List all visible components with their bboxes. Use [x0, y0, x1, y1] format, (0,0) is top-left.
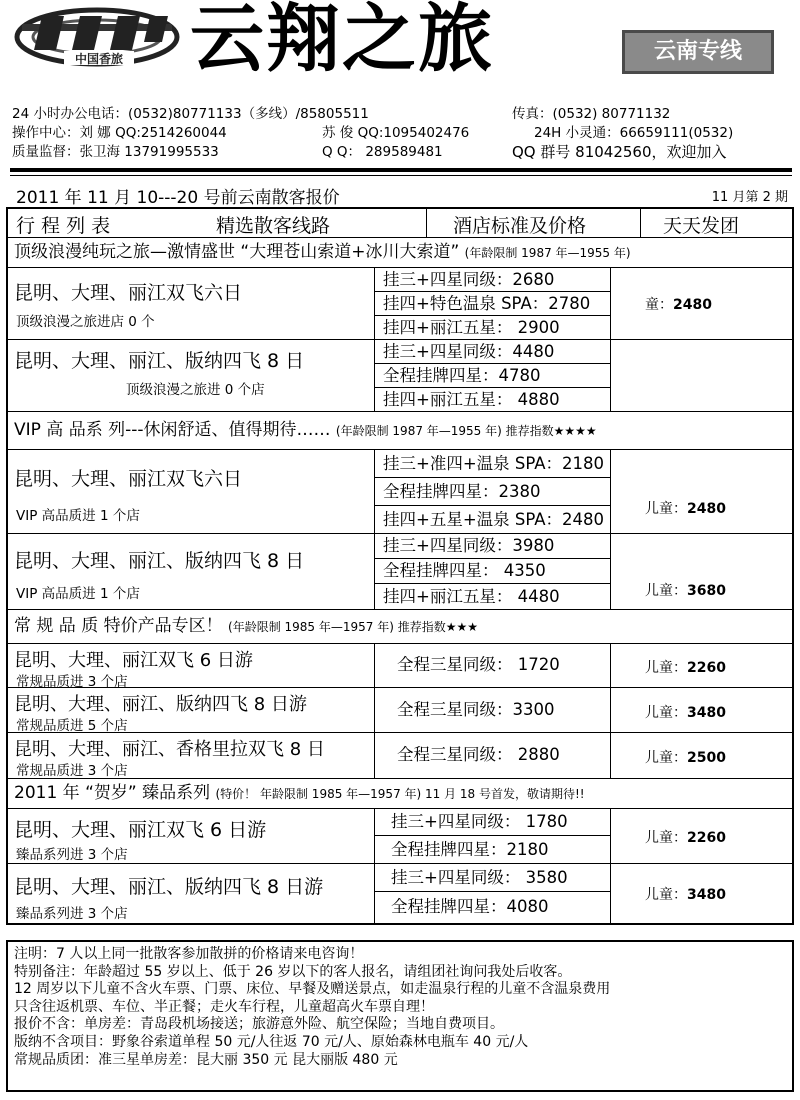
- section-title: 2011 年 “贺岁” 臻品系列: [14, 783, 211, 803]
- route-row: [8, 268, 792, 340]
- route-note: 臻品系列进 3 个店: [16, 906, 128, 922]
- price-option: 挂三+四星同级：4480: [375, 340, 611, 364]
- section-note: (年龄限制 1987 年—1955 年): [464, 246, 631, 260]
- section-title: VIP 高 品系 列---休闲舒适、值得期待……: [14, 420, 331, 440]
- price-cell: [374, 864, 610, 923]
- quote-title: 2011 年 11 月 10---20 号前云南散客报价: [16, 188, 340, 208]
- price-cell: [374, 534, 610, 609]
- child-price: 儿童：2480: [645, 501, 726, 517]
- route-note: 顶级浪漫之旅进店 0 个: [16, 314, 155, 330]
- route-name: 昆明、大理、丽江双飞六日: [14, 282, 243, 304]
- contact-info: [12, 105, 792, 165]
- route-row: [8, 534, 792, 610]
- office-phone: 24 小时办公电话：(0532)80771133（多线）/85805511: [12, 106, 369, 122]
- logo-text: 中国香旅: [74, 52, 124, 66]
- price-option: 全程挂牌四星：4080: [391, 897, 549, 916]
- price-option: 挂四+丽江五星： 2900: [383, 318, 560, 337]
- price-option: 全程三星同级： 2880: [397, 745, 560, 764]
- route-name: 昆明、大理、丽江、版纳四飞 8 日: [14, 550, 305, 572]
- header-selected: 精选散客线路: [216, 215, 331, 237]
- section-title-row: [8, 779, 792, 809]
- issue-number: 11 月第 2 期: [711, 190, 788, 205]
- price-cell: [374, 268, 610, 339]
- note-line: 只含往返机票、车位、半正餐；走火车行程，儿童超高火车票自理！: [14, 998, 434, 1015]
- route-row: [8, 450, 792, 534]
- price-option: 挂四+五星+温泉 SPA：2480: [383, 510, 605, 529]
- route-row: [8, 864, 792, 923]
- price-option: 挂三+四星同级： 1780: [375, 809, 611, 836]
- note-line: 注明：7 人以上同一批散客参加散拼的价格请来电咨询！: [14, 946, 364, 962]
- ops-contact-su: 苏 俊 QQ:1095402476: [322, 125, 470, 141]
- note-line: 特别备注：年龄超过 55 岁以上、低于 26 岁以下的客人报名，请组团社询问我处后收客。: [14, 963, 572, 980]
- section-note: (特价！ 年龄限制 1985 年—1957 年) 11 月 18 号首发，敬请期待!!: [215, 787, 585, 801]
- divider: [10, 175, 792, 176]
- price-option: 挂四+特色温泉 SPA：2780: [375, 292, 611, 316]
- child-price: 儿童：3480: [645, 887, 726, 903]
- fax: 传真：(0532) 80771132: [512, 106, 671, 122]
- note-line: 常规品质团：准三星单房差：昆大丽 350 元 昆大丽版 480 元: [14, 1051, 398, 1068]
- route-note: VIP 高品质进 1 个店: [16, 508, 140, 524]
- route-name: 昆明、大理、丽江、版纳四飞 8 日游: [14, 876, 324, 898]
- route-note: 常规品质进 3 个店: [16, 674, 128, 690]
- brand-logo: [12, 4, 182, 70]
- price-cell: [374, 809, 610, 863]
- child-price: 儿童：3480: [645, 705, 726, 721]
- notes-box: [6, 940, 794, 1092]
- quality-supervisor: 质量监督：张卫海 13791995533: [12, 144, 219, 160]
- route-name: 昆明、大理、丽江双飞 6 日游: [14, 819, 267, 841]
- section-title: 顶级浪漫纯玩之旅—激情盛世 “大理苍山索道+冰川大索道”: [14, 242, 460, 262]
- section-title: 常 规 品 质 特价产品专区！: [14, 616, 223, 636]
- child-price: 儿童：2260: [645, 830, 726, 846]
- section-title-row: [8, 238, 792, 268]
- route-note: 常规品质进 5 个店: [16, 718, 128, 734]
- note-line: 版纳不含项目：野象谷索道单程 50 元/人往返 70 元/人、原始森林电瓶车 40 元/人: [14, 1033, 529, 1050]
- child-price: 童：2480: [645, 297, 712, 313]
- price-option: 挂三+四星同级： 3580: [375, 864, 611, 892]
- price-option: 挂三+四星同级：3980: [375, 534, 611, 559]
- section-note: (年龄限制 1985 年—1957 年) 推荐指数★★★: [228, 620, 479, 634]
- price-cell: [374, 733, 610, 778]
- route-name: 昆明、大理、丽江双飞 6 日游: [14, 650, 253, 671]
- section-note: (年龄限制 1987 年—1955 年) 推荐指数★★★★: [335, 424, 597, 438]
- price-option: 全程挂牌四星： 4350: [375, 559, 611, 584]
- price-option: 挂四+丽江五星： 4880: [383, 390, 560, 409]
- price-cell: [374, 688, 610, 732]
- header-hotel: 酒店标准及价格: [453, 215, 587, 237]
- route-name: 昆明、大理、丽江、版纳四飞 8 日游: [14, 694, 307, 715]
- ling-tong-phone: 24H 小灵通：66659111(0532): [534, 125, 734, 141]
- price-option: 全程挂牌四星：4780: [375, 364, 611, 388]
- table-header-row: [8, 209, 792, 238]
- price-cell: [374, 340, 610, 411]
- route-row: [8, 688, 792, 733]
- price-cell: [374, 450, 610, 533]
- section-title-row: [8, 412, 792, 450]
- child-price: 儿童：2260: [645, 660, 726, 676]
- route-row: [8, 809, 792, 864]
- ops-center: 操作中心：刘 娜 QQ:2514260044: [12, 125, 227, 141]
- logo-emblem-icon: [12, 4, 182, 70]
- route-row: [8, 340, 792, 412]
- qq-group: QQ 群号 81042560，欢迎加入: [512, 143, 727, 161]
- price-option: 全程三星同级：3300: [397, 700, 555, 719]
- section-title-row: [8, 610, 792, 644]
- route-row: [8, 733, 792, 779]
- header-daily: 天天发团: [663, 215, 740, 237]
- qq-number: Q Q： 289589481: [322, 144, 443, 160]
- note-line: 报价不含：单房差：青岛段机场接送；旅游意外险、航空保险；当地自费项目。: [14, 1016, 504, 1033]
- price-option: 全程挂牌四星：2380: [375, 478, 611, 506]
- price-option: 挂三+四星同级：2680: [375, 268, 611, 292]
- note-line: 12 周岁以下儿童不含火车票、门票、床位、早餐及赠送景点，如走温泉行程的儿童不含温泉费用: [14, 981, 611, 998]
- child-price: 儿童：2500: [645, 750, 726, 766]
- price-option: 挂四+丽江五星： 4480: [383, 587, 560, 606]
- price-option: 全程挂牌四星：2180: [391, 840, 549, 859]
- route-name: 昆明、大理、丽江双飞六日: [14, 468, 243, 490]
- price-table: [6, 207, 794, 925]
- route-note: 常规品质进 3 个店: [16, 763, 128, 779]
- route-name: 昆明、大理、丽江、香格里拉双飞 8 日: [14, 739, 325, 760]
- region-badge: 云南专线: [622, 30, 774, 74]
- price-cell: [374, 644, 610, 687]
- route-note: 臻品系列进 3 个店: [16, 847, 128, 863]
- brand-title: 云翔之旅: [190, 0, 494, 82]
- route-note: VIP 高品质进 1 个店: [16, 586, 140, 602]
- header-itinerary: 行 程 列 表: [16, 215, 111, 237]
- divider: [10, 168, 792, 172]
- price-option: 挂三+准四+温泉 SPA：2180: [375, 450, 611, 478]
- route-name: 昆明、大理、丽江、版纳四飞 8 日: [14, 350, 305, 372]
- price-option: 全程三星同级： 1720: [397, 655, 560, 674]
- route-row: [8, 644, 792, 688]
- child-price: 儿童：3680: [645, 583, 726, 599]
- header: [0, 0, 800, 105]
- route-note: 顶级浪漫之旅进 0 个店: [126, 382, 265, 398]
